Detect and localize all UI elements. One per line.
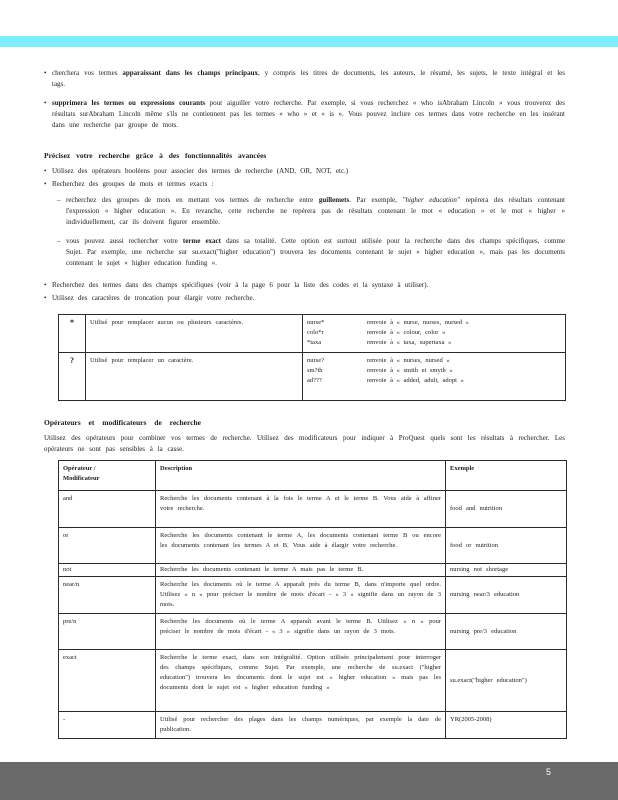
header-line: Opérateur / xyxy=(63,465,96,472)
operator-name: - xyxy=(59,712,156,739)
operator-example: YR(2005-2008) xyxy=(446,712,567,739)
sub-bullet-exact-term xyxy=(57,236,565,269)
sub-bullet-text xyxy=(66,195,565,228)
example-line xyxy=(307,338,561,348)
example-line xyxy=(307,328,561,338)
top-accent-bar xyxy=(0,36,618,47)
text-run: vous pouvez aussi rechercher votre xyxy=(66,237,183,245)
operator-name: exact xyxy=(59,650,156,712)
text-run: , y compris les titres de documents, les auteurs, le résumé, les sujets, le texte intégral et les tags. xyxy=(52,69,565,88)
bullet-marker: • xyxy=(44,180,47,188)
bullet-specific-fields xyxy=(44,280,565,291)
text-run: dans sa totalité. Cette option est surtout utilisée pour la recherche dans des champs spécifiques, comme Sujet. Par exemple, une recherche sur su.exact("higher education") trouvera les documents contenant le sujet « higher education », mais pas les documents contenant le sujet « higher education funding ». xyxy=(66,237,566,267)
example-result: renvoie à « smith et smyth » xyxy=(367,367,453,374)
example-term: colo*r xyxy=(307,329,324,336)
bullet-marker: • xyxy=(44,99,47,107)
table-row-and xyxy=(59,491,567,528)
wildcard-examples xyxy=(303,353,566,401)
text-run-bold: terme exact xyxy=(182,237,221,245)
sub-bullet-text xyxy=(66,236,565,269)
text-run-bold: supprimera les termes ou expressions courants xyxy=(52,99,206,107)
page-number: 5 xyxy=(546,767,552,777)
header-description: Description xyxy=(156,461,446,491)
text-run: cherchera vos termes xyxy=(52,69,123,77)
example-term: ad??? xyxy=(307,377,322,384)
example-term: *taxa xyxy=(307,339,322,346)
table-row-asterisk xyxy=(59,315,566,353)
bullet-marker: • xyxy=(44,294,47,302)
table-row-near xyxy=(59,577,567,614)
bullet-boolean-operators xyxy=(44,166,565,177)
wildcard-table xyxy=(58,314,566,401)
table-row-not xyxy=(59,564,567,577)
text-run: . Par exemple, xyxy=(349,196,403,204)
operator-example: food or nutrition xyxy=(446,528,567,564)
example-line xyxy=(307,366,561,376)
operator-name: and xyxy=(59,491,156,528)
bullet-marker: • xyxy=(44,281,47,289)
page-footer xyxy=(0,762,618,800)
example-result: renvoie à « nurse, nurses, nursed » xyxy=(367,319,469,326)
operators-intro-paragraph: Utilisez des opérateurs pour combiner vos termes de recherche. Utilisez des modificateurs pour indiquer à ProQuest quels sont les résultats à rechercher. Les opérateurs ne sont pas sensibles à la casse. xyxy=(44,434,565,453)
wildcard-symbol: * xyxy=(59,315,86,353)
operator-description: Utilisé pour rechercher des plages dans les champs numériques, par exemple la date de publication. xyxy=(156,712,446,739)
bullet-text: Utilisez des opérateurs booléens pour associer des termes de recherche (AND, OR, NOT, etc.) xyxy=(52,167,349,175)
operator-example: nursing not shortage xyxy=(446,564,567,577)
operator-name: not xyxy=(59,564,156,577)
table-row-exact xyxy=(59,650,567,712)
operator-example: nursing near/3 education xyxy=(446,577,567,614)
header-line: Modificateur xyxy=(63,475,100,482)
example-line xyxy=(307,376,561,386)
text-run-italic: "higher education" xyxy=(402,196,460,204)
wildcard-symbol: ? xyxy=(59,353,86,401)
wildcard-description: Utilisé pour remplacer aucun ou plusieurs caractères. xyxy=(86,315,303,353)
text-run: pour aiguiller votre recherche. Par exemple, si vous recherchez « who isAbraham Lincoln » vous trouverez des résultats surAbraham Lincoln même s'ils ne contiennent pas les termes « who » et « is ». Vous pouvez inclure ces termes dans votre recherche en les insérant dans une recherche par groupe de mots. xyxy=(52,99,566,129)
header-operator xyxy=(59,461,156,491)
bullet-marker: • xyxy=(44,167,47,175)
dash-marker: – xyxy=(57,237,61,245)
operator-description: Recherche les documents contenant le terme A, les documents contenant terme B ou encore les documents contenant les termes A et B. Vous aide à élargir votre recherche. xyxy=(156,528,446,564)
operator-description: Recherche les documents où le terme A apparaît avant le terme B. Utilisez « n » pour préciser le nombre de mots d'écart - « 3 » signifie dans un rayon de 3 mots. xyxy=(156,614,446,650)
wildcard-description: Utilisé pour remplacer un caractère. xyxy=(86,353,303,401)
bullet-text xyxy=(52,98,565,131)
operator-name: pre/n xyxy=(59,614,156,650)
operator-table xyxy=(58,460,567,739)
operator-description: Recherche les documents contenant à la fois le terme A et le terme B. Vous aide à affiner votre recherche. xyxy=(156,491,446,528)
example-term: nurse? xyxy=(307,357,324,364)
example-line xyxy=(307,356,561,366)
section-title-operators: Opérateurs et modificateurs de recherche xyxy=(44,418,202,427)
bullet-marker: • xyxy=(44,69,47,77)
bullet-text: Utilisez des caractères de troncation pour élargir votre recherche. xyxy=(52,294,255,302)
table-row-range xyxy=(59,712,567,739)
operator-description: Recherche les documents contenant le terme A mais pas le terme B. xyxy=(156,564,446,577)
page-content xyxy=(44,68,565,739)
bullet-truncation xyxy=(44,293,565,304)
table-row-pre xyxy=(59,614,567,650)
table-header-row xyxy=(59,461,567,491)
example-term: sm?th xyxy=(307,367,323,374)
operator-name: near/n xyxy=(59,577,156,614)
example-result: renvoie à « added, adult, adopt » xyxy=(367,377,464,384)
table-row-or xyxy=(59,528,567,564)
dash-marker: – xyxy=(57,196,61,204)
operator-name: or xyxy=(59,528,156,564)
example-result: renvoie à « taxa, supertaxa » xyxy=(367,339,452,346)
operator-description: Recherche le terme exact, dans son intégralité. Option utilisée principalement pour interroger des champs spécifiques, comme Sujet. Par exemple, une recherche de su.exact ("higher education") trouvera les documents dont le sujet est « higher education » mais pas les documents dont le sujet est « higher education funding » xyxy=(156,650,446,712)
example-line xyxy=(307,318,561,328)
text-run-bold: guillemets xyxy=(318,196,350,204)
text-run: recherchez des groupes de mots en mettant vos termes de recherche entre xyxy=(66,196,319,204)
section-title-refine-search: Précisez votre recherche grâce à des fonctionnalités avancées xyxy=(44,151,267,160)
bullet-text: Recherchez des groupes de mots et termes exacts : xyxy=(52,180,214,188)
bullet-phrase-search xyxy=(44,179,565,190)
wildcard-examples xyxy=(303,315,566,353)
text-run: repérera des résultats contenant l'expression « higher education ». En revanche, cette recherche ne repérera pas de résultats contenant le mot « education » et le mot « higher » individuellement, car ils doivent figurer ensemble. xyxy=(66,196,566,226)
operator-description: Recherche les documents où le terme A apparaît près du terme B, dans n'importe quel ordre. Utilisez « n » pour préciser le nombre de mots d'écart - « 3 » signifie dans un rayon de 3 mots. xyxy=(156,577,446,614)
example-term: nurse* xyxy=(307,319,325,326)
example-result: renvoie à « colour, color » xyxy=(367,329,446,336)
bullet-text xyxy=(52,68,565,90)
bullet-text: Recherchez des termes dans des champs spécifiques (voir à la page 6 pour la liste des codes et la syntaxe à utiliser). xyxy=(52,281,429,289)
operator-example: food and nutrition xyxy=(446,491,567,528)
bullet-stopwords xyxy=(44,98,565,131)
operator-example: nursing pre/3 education xyxy=(446,614,567,650)
text-run-bold: apparaissant dans les champs principaux xyxy=(122,69,258,77)
operator-example: su.exact("higher education") xyxy=(446,650,567,712)
table-row-question-mark xyxy=(59,353,566,401)
sub-bullet-quotation-marks xyxy=(57,195,565,228)
example-result: renvoie à « nurses, nursed » xyxy=(367,357,450,364)
sub-bullet-list xyxy=(44,195,565,269)
header-example: Exemple xyxy=(446,461,567,491)
bullet-search-main-fields xyxy=(44,68,565,90)
